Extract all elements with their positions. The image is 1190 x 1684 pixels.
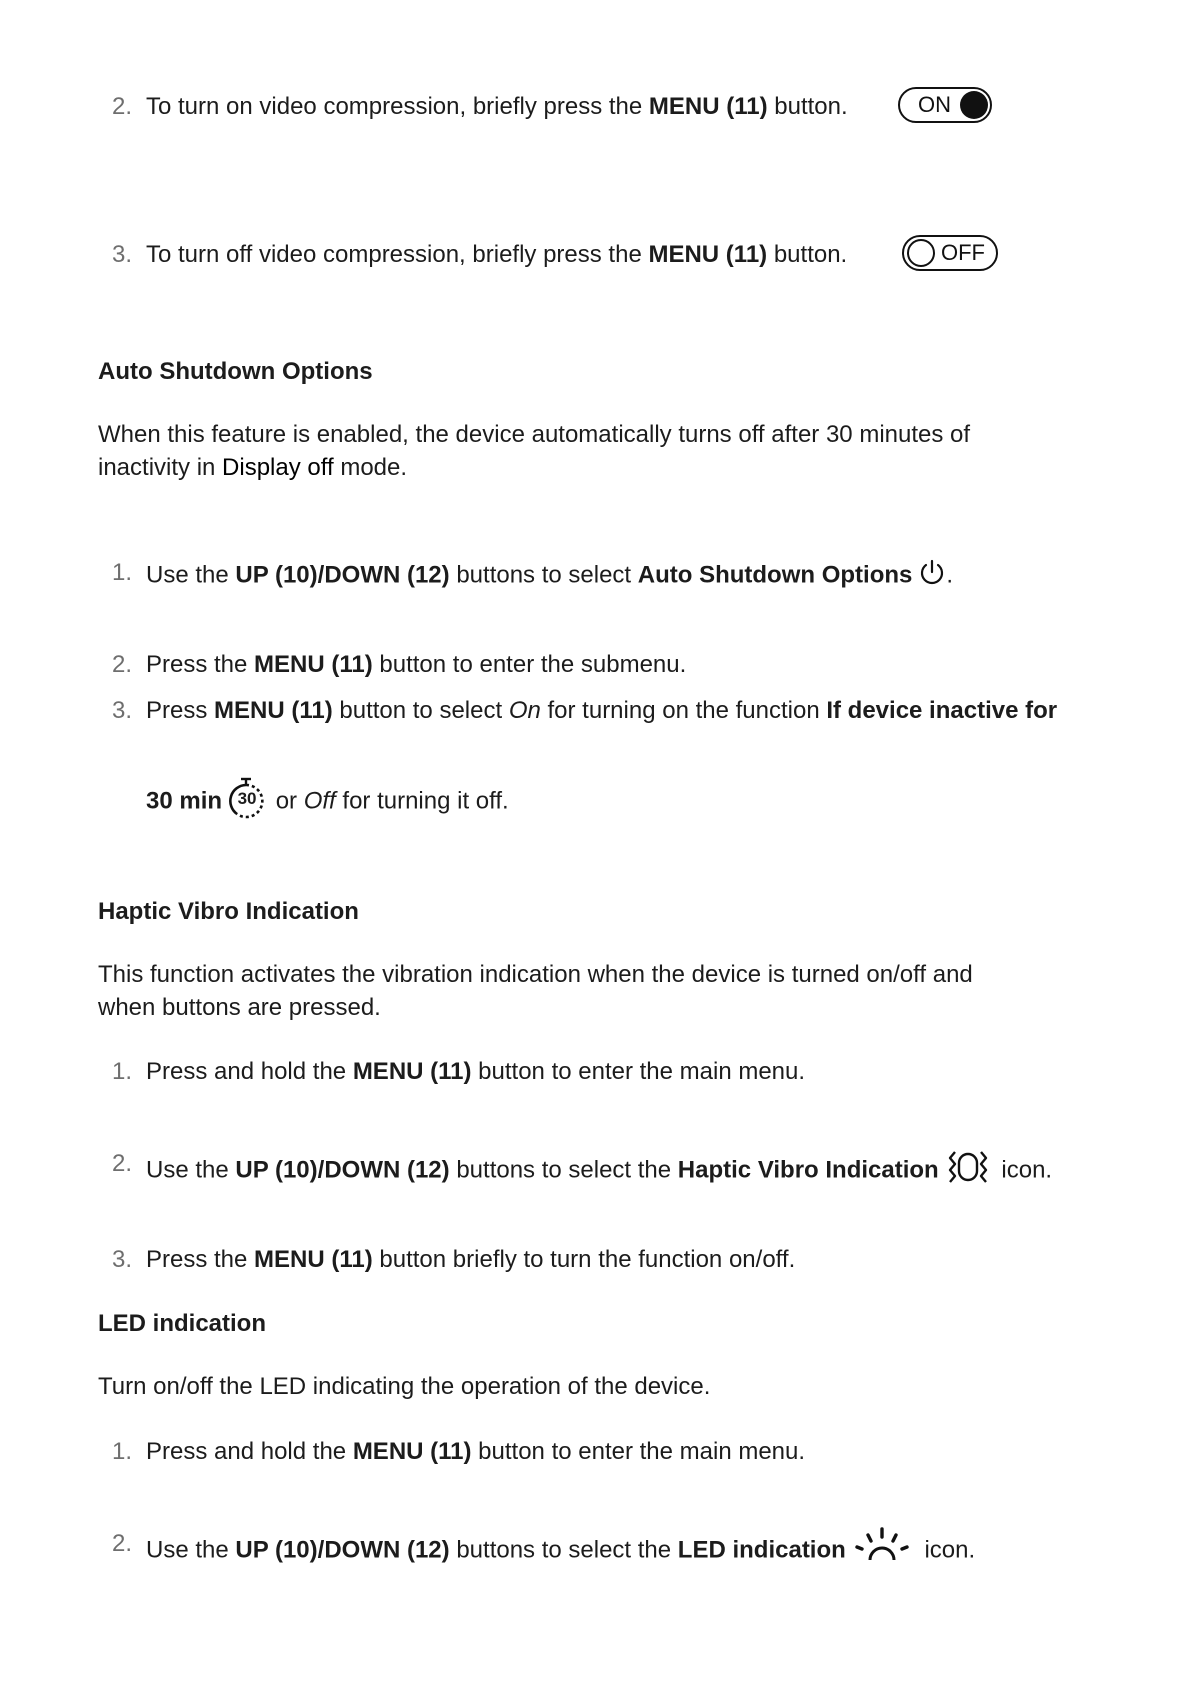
toggle-on-icon: ON bbox=[898, 87, 992, 123]
toggle-knob bbox=[960, 91, 988, 119]
list-number: 3. bbox=[111, 241, 132, 268]
vibration-icon bbox=[946, 1149, 990, 1193]
power-icon bbox=[919, 558, 945, 594]
section-heading-haptic: Haptic Vibro Indication bbox=[98, 898, 359, 925]
list-number: 2. bbox=[111, 93, 132, 120]
section-heading-auto-shutdown: Auto Shutdown Options bbox=[98, 358, 373, 385]
toggle-off-icon: OFF bbox=[902, 235, 998, 271]
section-heading-led: LED indication bbox=[98, 1310, 266, 1337]
timer-30-icon: 30 bbox=[227, 776, 267, 822]
led-light-icon bbox=[853, 1527, 911, 1571]
toggle-knob bbox=[907, 239, 935, 267]
